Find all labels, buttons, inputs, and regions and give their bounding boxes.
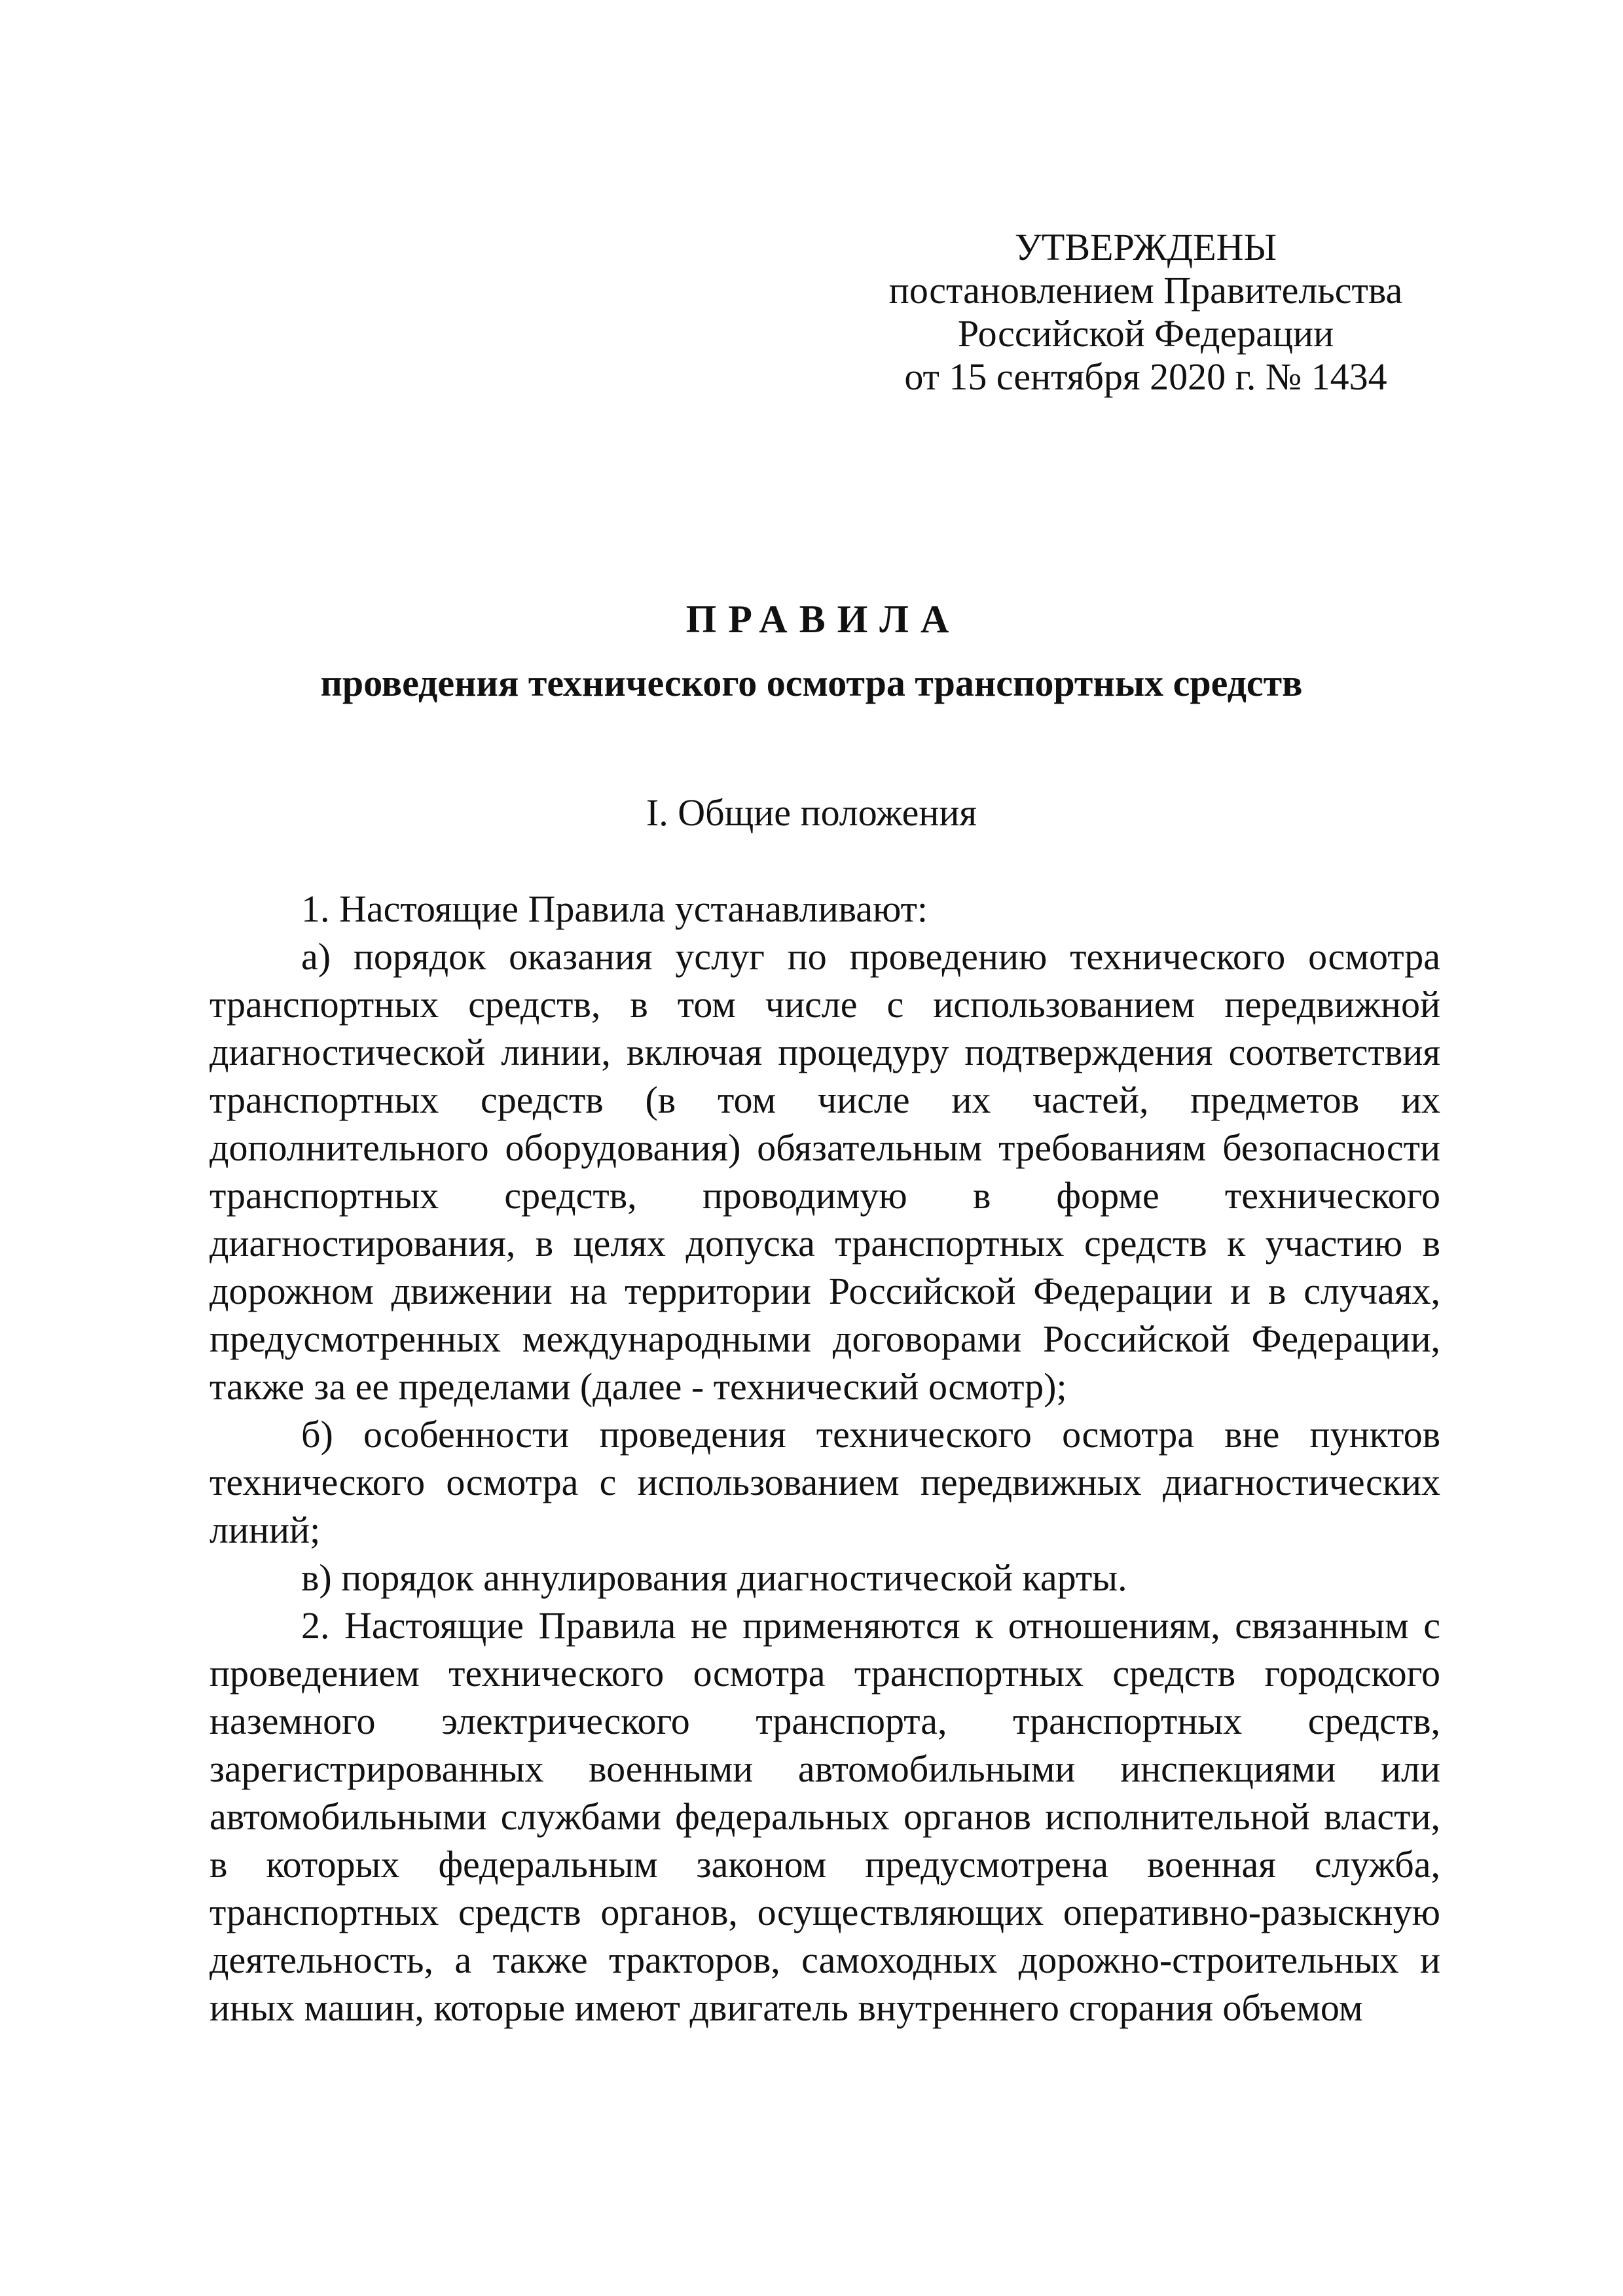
approval-decree-line: постановлением Правительства [888,269,1403,312]
document-body [210,885,1440,2032]
document-title: ПРАВИЛА [685,598,961,641]
document-subtitle: проведения технического осмотра транспортных средств [320,662,1303,704]
approval-government-line: Российской Федерации [957,312,1334,355]
approval-date-number-line: от 15 сентября 2020 г. № 1434 [904,355,1387,398]
paragraph-subclause-v: в) порядок аннулирования диагностической карты. [301,1556,1127,1599]
paragraph-clause-1: 1. Настоящие Правила устанавливают: [301,888,928,930]
approval-heading: УТВЕРЖДЕНЫ [1014,226,1277,268]
section-heading: I. Общие положения [646,791,977,834]
paragraph-clause-2: 2. Настоящие Правила не применяются к отношениям, связанным с проведением технического осмотра транспортных средств городского наземного электрического транспорта, транспортных средств, зарегистрированных военными автомобильными инспекциями или автомобильными службами федеральных органов исполнительной власти, в которых федеральным законом предусмотрена военная служба, транспортных средств органов, осуществляющих оперативно-разыскную деятельность, а также тракторов, самоходных дорожно-строительных и иных машин, которые имеют двигатель внутреннего сгорания объемом [210,1604,1440,2029]
paragraph-subclause-b: б) особенности проведения технического осмотра вне пунктов технического осмотра с использованием передвижных диагностических линий; [210,1413,1440,1551]
paragraph-subclause-a: а) порядок оказания услуг по проведению технического осмотра транспортных средств, в том числе с использованием передвижной диагностической линии, включая процедуру подтверждения соответствия транспортных средств (в том числе их частей, предметов их дополнительного оборудования) обязательным требованиям безопасности транспортных средств, проводимую в форме технического диагностирования, в целях допуска транспортных средств к участию в дорожном движении на территории Российской Федерации и в случаях, предусмотренных международными договорами Российской Федерации, также за ее пределами (далее - технический осмотр); [210,935,1440,1408]
approval-stamp-block [851,226,1440,399]
